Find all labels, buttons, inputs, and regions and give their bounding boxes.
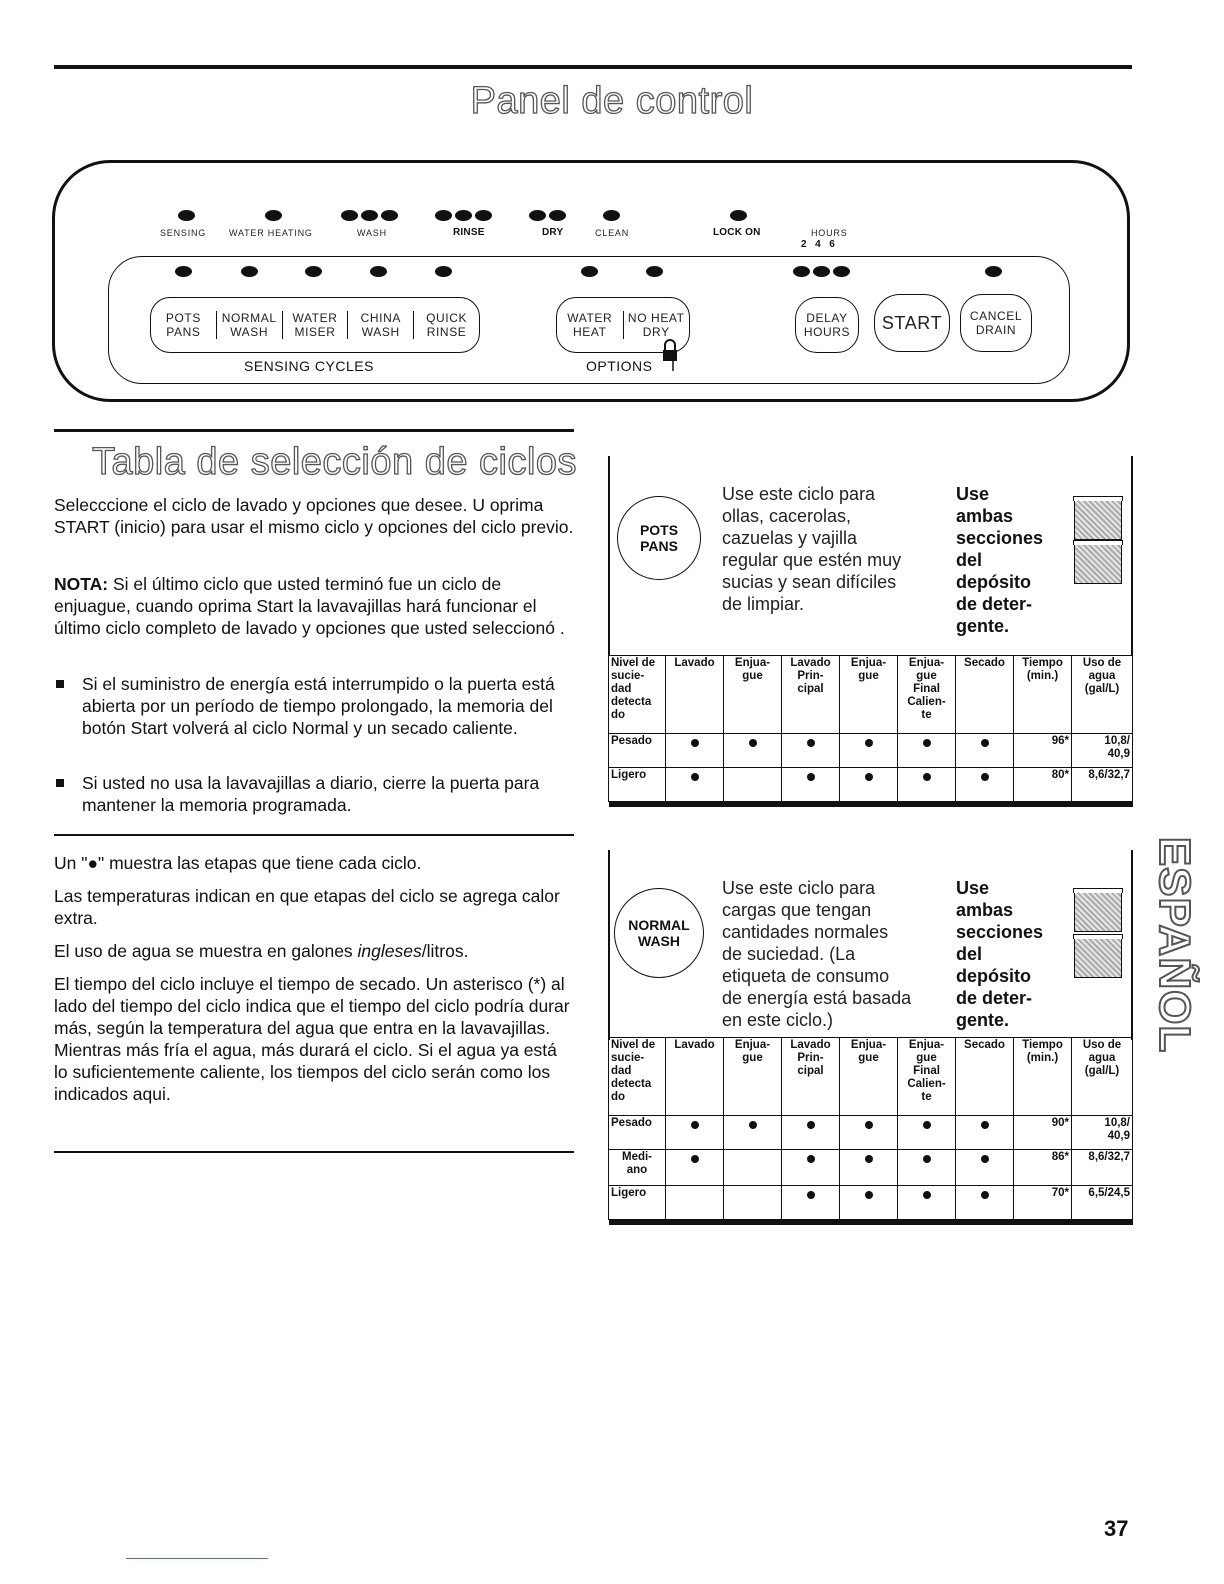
step-dot [898, 1150, 956, 1186]
header-dry: Secado [956, 1038, 1014, 1116]
bullet-marker [56, 779, 64, 787]
wash-led [381, 210, 398, 221]
water-miser-led [305, 266, 322, 277]
header-rinse: Enjua- gue [724, 1038, 782, 1116]
rinse-label: RINSE [453, 227, 485, 238]
cancel-drain-led [985, 266, 1002, 277]
step-dot [782, 1186, 840, 1220]
normal-wash-led [241, 266, 258, 277]
options-label: OPTIONS [586, 358, 653, 374]
step-dot [666, 1150, 724, 1186]
legend-water-note: El uso de agua se muestra en galones ingleses/litros. [54, 941, 469, 961]
step-dot [666, 1116, 724, 1150]
step-dot [956, 1150, 1014, 1186]
detergent-dispenser-icon [1074, 938, 1122, 978]
header-dry: Secado [956, 656, 1014, 734]
row-time: 96* [1014, 734, 1072, 768]
step-dot [724, 1116, 782, 1150]
selection-title: Tabla de selección de ciclos [92, 441, 578, 483]
wash-label: WASH [357, 228, 387, 238]
lock-on-label: LOCK ON [713, 227, 761, 238]
cancel-drain-button[interactable]: CANCEL DRAIN [960, 294, 1032, 352]
sensing-cycles-label: SENSING CYCLES [244, 358, 374, 374]
legend-temperature-note: Las temperaturas indican en que etapas del ciclo se agrega calor extra. [54, 886, 560, 928]
cycle-box-left-border [608, 850, 610, 1040]
legend-text [54, 852, 574, 1105]
step-dot [782, 768, 840, 802]
step-empty [666, 1186, 724, 1220]
delay-hours-led [813, 266, 830, 277]
header-wash: Lavado [666, 1038, 724, 1116]
sensing-led [178, 210, 195, 221]
detergent-dispenser-icon [1074, 500, 1122, 540]
row-time: 90* [1014, 1116, 1072, 1150]
delay-hours-button[interactable]: DELAY HOURS [795, 297, 859, 353]
legend-dot-note: Un "●" muestra las etapas que tiene cada ciclo. [54, 853, 422, 873]
header-water-use: Uso de agua (gal/L) [1072, 656, 1133, 734]
step-dot [898, 1186, 956, 1220]
row-water: 10,8/ 40,9 [1072, 734, 1133, 768]
language-tab [1150, 820, 1199, 1070]
header-final-hot-rinse: Enjua- gue Final Calien- te [898, 1038, 956, 1116]
step-dot [666, 768, 724, 802]
header-final-hot-rinse: Enjua- gue Final Calien- te [898, 656, 956, 734]
no-heat-dry-led [646, 266, 663, 277]
intro-paragraph: Selecccione el ciclo de lavado y opciones que desee. U oprima START (inicio) para usar el mismo ciclo y opciones del ciclo previo. [54, 495, 574, 537]
step-dot [840, 1116, 898, 1150]
step-dot [956, 1116, 1014, 1150]
water-heating-led [265, 210, 282, 221]
detergent-dispenser-icon [1074, 544, 1122, 584]
cycle-box-right-border [1131, 850, 1133, 1040]
legend-rule-bottom [54, 1151, 574, 1153]
dry-label: DRY [542, 227, 564, 238]
step-dot [898, 1116, 956, 1150]
cycle-box-right-border [1131, 456, 1133, 656]
row-level: Ligero [609, 1186, 666, 1220]
table-row [609, 734, 1133, 768]
table-row [609, 1150, 1133, 1186]
note-label: NOTA: [54, 574, 109, 594]
language-tab-label: ESPAÑOL [1150, 836, 1199, 1054]
pots-pans-detergent-note: Use ambas secciones del depósito de deter- gente. [956, 484, 1044, 636]
normal-wash-button[interactable]: NORMAL WASH [217, 311, 283, 339]
clean-led [603, 210, 620, 221]
step-dot [840, 1186, 898, 1220]
step-dot [840, 734, 898, 768]
step-dot [956, 734, 1014, 768]
section-rule [54, 429, 574, 432]
header-water-use: Uso de agua (gal/L) [1072, 1038, 1133, 1116]
pots-pans-badge: POTS PANS [617, 496, 701, 580]
step-dot [840, 1150, 898, 1186]
sensing-label: SENSING [160, 228, 207, 238]
rinse-led [435, 210, 452, 221]
step-dot [782, 734, 840, 768]
wash-led [361, 210, 378, 221]
row-level: Pesado [609, 1116, 666, 1150]
bullet-item: Si usted no usa la lavavajillas a diario, cierre la puerta para mantener la memoria programada. [82, 773, 540, 815]
row-time: 70* [1014, 1186, 1072, 1220]
header-time: Tiempo (min.) [1014, 1038, 1072, 1116]
header-main-wash: Lavado Prin- cipal [782, 656, 840, 734]
row-time: 86* [1014, 1150, 1072, 1186]
step-dot [724, 734, 782, 768]
no-heat-dry-button[interactable]: NO HEAT DRY [627, 311, 685, 339]
pots-pans-button[interactable]: POTS PANS [151, 311, 217, 339]
step-dot [666, 734, 724, 768]
water-heating-label: WATER HEATING [229, 228, 313, 238]
row-level: Medi- ano [609, 1150, 666, 1186]
step-dot [782, 1150, 840, 1186]
clean-label: CLEAN [595, 228, 630, 238]
panel-title: Panel de control [470, 80, 754, 122]
delay-hours-led [793, 266, 810, 277]
rinse-led [475, 210, 492, 221]
china-wash-button[interactable]: CHINA WASH [348, 311, 414, 339]
detergent-dispenser-icon [1074, 892, 1122, 932]
page-number: 37 [1104, 1516, 1129, 1541]
table-header-row [609, 656, 1133, 734]
step-dot [956, 1186, 1014, 1220]
normal-wash-description: Use este ciclo para cargas que tengan cantidades normales de suciedad. (La etiqueta de consumo de energía está basada en este ciclo.) [722, 878, 912, 1030]
row-level: Ligero [609, 768, 666, 802]
step-dot [898, 768, 956, 802]
water-heat-led [581, 266, 598, 277]
wash-led [341, 210, 358, 221]
top-rule [54, 65, 1132, 69]
table-row [609, 768, 1133, 802]
normal-wash-detergent-note: Use ambas secciones del depósito de deter- gente. [956, 878, 1044, 1030]
legend-rule-top [54, 834, 574, 836]
rinse-led [455, 210, 472, 221]
lock-on-led [730, 210, 747, 221]
delay-hours-led [833, 266, 850, 277]
row-water: 8,6/32,7 [1072, 768, 1133, 802]
header-soil-level: Nivel de sucie- dad detecta do [609, 1038, 666, 1116]
legend-time-note: El tiempo del ciclo incluye el tiempo de secado. Un asterisco (*) al lado del tiempo del ciclo indica que el tiempo del ciclo podría durar más, según la temperatura del agua que entra en la lavavajillas. Mientras más fría el agua, más durará el ciclo. Si el agua ya está lo suficientemente caliente, los tiempos del ciclo serán como los indicados aqui. [54, 974, 570, 1104]
quick-rinse-button[interactable]: QUICK RINSE [426, 311, 468, 339]
normal-wash-table [608, 1037, 1133, 1225]
quick-rinse-led [435, 266, 452, 277]
header-time: Tiempo (min.) [1014, 656, 1072, 734]
dry-led [549, 210, 566, 221]
hours-values: 2 4 6 [801, 239, 836, 250]
row-water: 6,5/24,5 [1072, 1186, 1133, 1220]
note-paragraph: NOTA: Si el último ciclo que usted terminó fue un ciclo de enjuague, cuando oprima Start la lavavajillas hará funcionar el último ciclo completo de lavado y opciones que usted seleccionó . [54, 574, 565, 638]
table-row [609, 1116, 1133, 1150]
water-heat-button[interactable]: WATER HEAT [557, 311, 624, 339]
table-header-row [609, 1038, 1133, 1116]
normal-wash-badge: NORMAL WASH [614, 888, 704, 978]
cycle-box-left-border [608, 456, 610, 656]
step-dot [782, 1116, 840, 1150]
start-button[interactable]: START [874, 294, 950, 352]
step-dot [840, 768, 898, 802]
header-soil-level: Nivel de sucie- dad detecta do [609, 656, 666, 734]
dry-led [529, 210, 546, 221]
pots-pans-led [175, 266, 192, 277]
header-wash: Lavado [666, 656, 724, 734]
water-miser-button[interactable]: WATER MISER [283, 311, 349, 339]
header-rinse: Enjua- gue [840, 1038, 898, 1116]
step-dot [956, 768, 1014, 802]
bullet-item: Si el suministro de energía está interrumpido o la puerta está abierta por un período de tiempo prolongado, la memoria del botón Start volverá al ciclo Normal y un secado caliente. [82, 674, 555, 738]
step-dot [898, 734, 956, 768]
footer-link-line [126, 1558, 268, 1559]
step-empty [724, 768, 782, 802]
lock-icon [660, 338, 680, 372]
china-wash-led [370, 266, 387, 277]
sensing-cycles-group [150, 297, 480, 353]
step-empty [724, 1150, 782, 1186]
row-water: 8,6/32,7 [1072, 1150, 1133, 1186]
row-water: 10,8/ 40,9 [1072, 1116, 1133, 1150]
table-row [609, 1186, 1133, 1220]
header-main-wash: Lavado Prin- cipal [782, 1038, 840, 1116]
row-time: 80* [1014, 768, 1072, 802]
row-level: Pesado [609, 734, 666, 768]
hours-label: HOURS [811, 228, 848, 238]
header-rinse: Enjua- gue [840, 656, 898, 734]
pots-pans-table [608, 655, 1133, 807]
pots-pans-description: Use este ciclo para ollas, cacerolas, cazuelas y vajilla regular que estén muy sucias y sean difíciles de limpiar. [722, 484, 902, 614]
header-rinse: Enjua- gue [724, 656, 782, 734]
bullet-marker [56, 680, 64, 688]
step-empty [724, 1186, 782, 1220]
